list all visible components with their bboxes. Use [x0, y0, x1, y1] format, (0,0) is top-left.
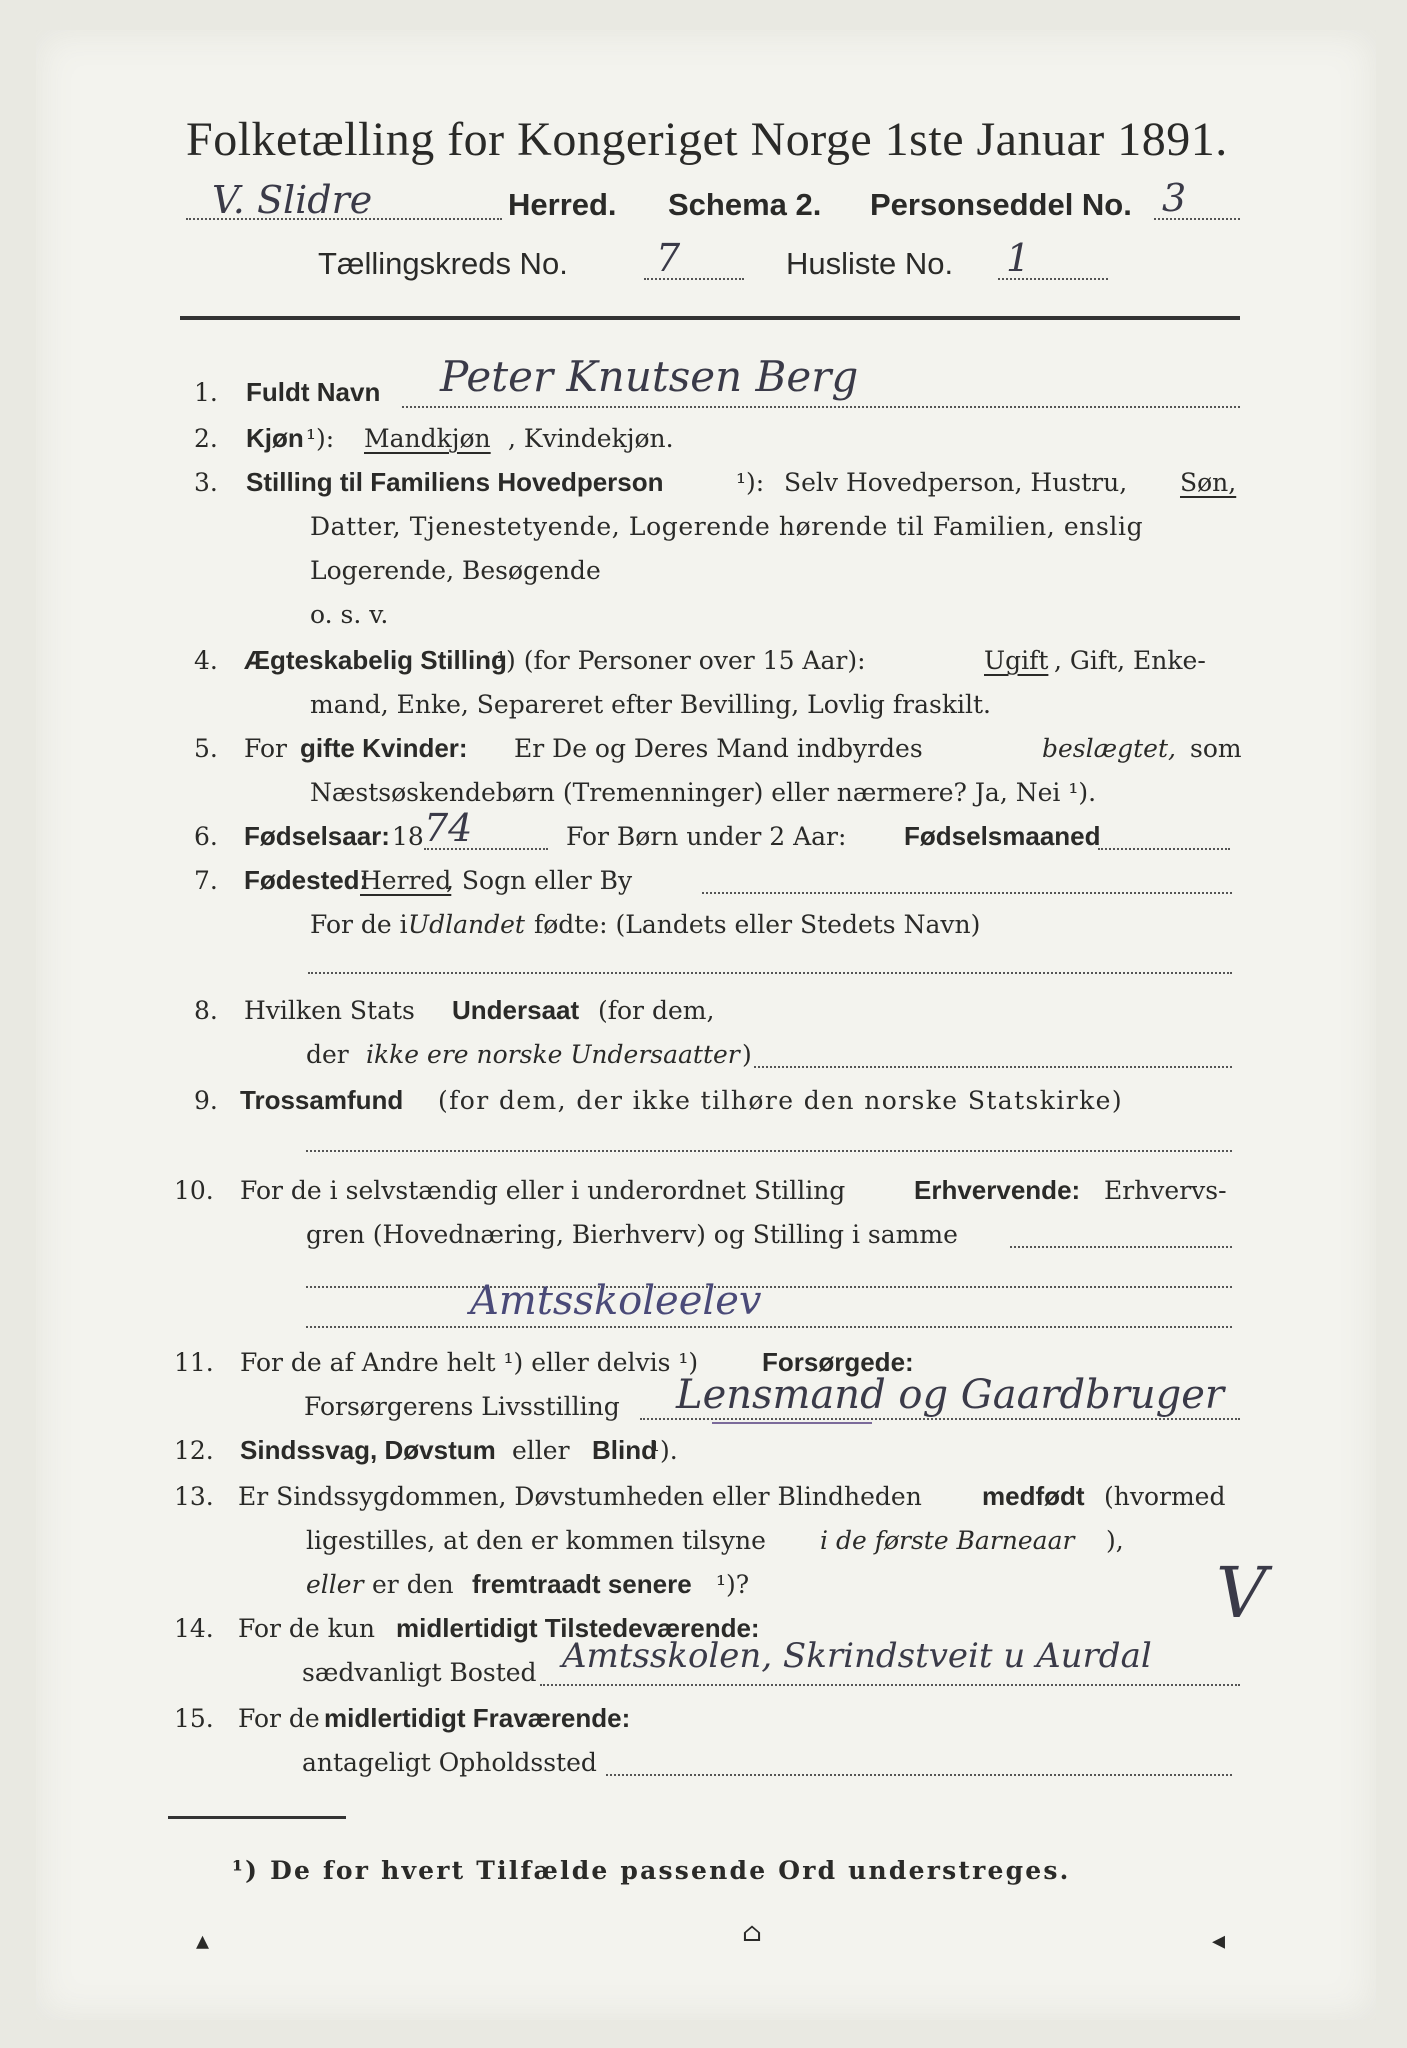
husliste-label: Husliste No. — [786, 246, 954, 281]
q11-label: Forsørgede: — [762, 1347, 914, 1377]
q10-dotted-line-1 — [1010, 1246, 1232, 1248]
q1-number: 1. — [194, 378, 218, 407]
corner-mark-left: ▴ — [196, 1926, 210, 1956]
q6-month-dotted-line — [1098, 848, 1230, 850]
q15-pre: For de — [238, 1704, 320, 1733]
q5-number: 5. — [194, 734, 218, 763]
q14-number: 14. — [174, 1614, 214, 1643]
q8-line2b: ikke ere norske Undersaatter — [366, 1040, 740, 1069]
q2-sup: ¹): — [306, 424, 335, 453]
q11-pre: For de af Andre helt ¹) eller delvis ¹) — [240, 1348, 699, 1377]
corner-mark-right: ◂ — [1212, 1926, 1226, 1956]
q12-mid: eller — [512, 1436, 570, 1465]
q11-dotted-line — [640, 1418, 1240, 1420]
personseddel-dotted-line — [1154, 218, 1240, 220]
q15-dotted-line — [606, 1774, 1232, 1776]
q14-dotted-line — [540, 1684, 1240, 1686]
q5-line2: Næstsøskendebørn (Tremenninger) eller nærmere? Ja, Nei ¹). — [310, 778, 1097, 807]
census-form — [36, 30, 1376, 2020]
q12-number: 12. — [174, 1436, 214, 1465]
q7-line2a: For de i — [310, 910, 408, 939]
q10-dotted-line-2 — [306, 1286, 1232, 1288]
q10-value: Amtsskoleelev — [470, 1278, 762, 1324]
q14-line2: sædvanligt Bosted — [302, 1658, 537, 1687]
q13-rest: (hvormed — [1104, 1482, 1226, 1511]
q13-number: 13. — [174, 1482, 214, 1511]
q8-label: Undersaat — [452, 995, 580, 1025]
q9-number: 9. — [194, 1086, 218, 1115]
q10-line2: gren (Hovednæring, Bierhverv) og Stilling i samme — [306, 1220, 958, 1249]
q5-som: som — [1190, 734, 1242, 763]
q6-prefix: 18 — [392, 822, 424, 851]
q13-line3b: er den — [372, 1570, 454, 1599]
corner-mark-center: ⌂ — [742, 1918, 762, 1948]
q12-underline — [712, 1422, 872, 1424]
footnote-divider — [168, 1816, 346, 1819]
q6-number: 6. — [194, 822, 218, 851]
q3-sup: ¹): — [736, 468, 765, 497]
q6-label2: For Børn under 2 Aar: — [566, 822, 847, 851]
q9-rest: (for dem, der ikke tilhøre den norske Statskirke) — [438, 1086, 1123, 1115]
personseddel-label: Personseddel No. — [870, 187, 1132, 222]
q5-italic: beslægtet, — [1042, 734, 1176, 763]
taellingskreds-value: 7 — [656, 236, 681, 280]
q2-label: Kjøn — [246, 423, 304, 453]
q3-line1: Selv Hovedperson, Hustru, — [784, 468, 1128, 497]
q7-foreign-dotted-line — [308, 972, 1232, 974]
q12-label: Sindssvag, Døvstum — [240, 1435, 496, 1465]
q7-line2c: fødte: (Landets eller Stedets Navn) — [534, 910, 981, 939]
q14-pre: For de kun — [238, 1614, 376, 1643]
q15-line2: antageligt Opholdssted — [302, 1748, 597, 1777]
q13-line1: Er Sindssygdommen, Døvstumheden eller Blindheden — [238, 1482, 922, 1511]
q10-number: 10. — [174, 1176, 214, 1205]
q13-label: medfødt — [982, 1481, 1085, 1511]
q11-value: Lensmand og Gaardbruger — [676, 1372, 1225, 1418]
q1-label: Fuldt Navn — [246, 377, 381, 407]
q1-dotted-line — [402, 406, 1240, 408]
header-divider — [180, 316, 1240, 320]
q13-checkmark: V — [1216, 1552, 1267, 1634]
q13-line3a: eller — [306, 1570, 364, 1599]
q15-label: midlertidigt Fraværende: — [324, 1703, 631, 1733]
q10-pre: For de i selvstændig eller i underordnet Stilling — [240, 1176, 846, 1205]
q5-line1: Er De og Deres Mand indbyrdes — [514, 734, 923, 763]
q7-number: 7. — [194, 866, 218, 895]
q4-option-ugift: Ugift — [984, 646, 1049, 675]
husliste-value: 1 — [1006, 236, 1031, 280]
q8-line2a: der — [306, 1040, 349, 1069]
q13-line3c: fremtraadt senere — [472, 1569, 692, 1599]
q3-number: 3. — [194, 468, 218, 497]
q3-label: Stilling til Familiens Hovedperson — [246, 467, 664, 497]
q2-option-kvindekjon: , Kvindekjøn. — [508, 424, 674, 453]
herred-dotted-line — [186, 218, 502, 220]
q6-value: 74 — [424, 806, 473, 850]
q13-line3d: ¹)? — [716, 1570, 750, 1599]
q6-dotted-line — [424, 848, 548, 850]
q15-number: 15. — [174, 1704, 214, 1733]
q4-line2: mand, Enke, Separeret efter Bevilling, Lovlig fraskilt. — [310, 690, 991, 719]
q12-label2: Blind — [592, 1435, 657, 1465]
q6-label3: Fødselsmaaned — [904, 821, 1101, 851]
husliste-dotted-line — [998, 278, 1108, 280]
herred-label: Herred. — [508, 187, 617, 222]
q7-label: Fødested: — [244, 865, 369, 895]
q14-value: Amtsskolen, Skrindstveit u Aurdal — [562, 1636, 1152, 1676]
q14-label: midlertidigt Tilstedeværende: — [396, 1613, 760, 1643]
personseddel-value: 3 — [1162, 176, 1187, 220]
q6-label: Fødselsaar: — [244, 821, 390, 851]
q13-line2b: i de første Barneaar — [820, 1526, 1075, 1555]
q3-line3: Logerende, Besøgende — [310, 556, 601, 585]
schema-label: Schema 2. — [668, 187, 822, 222]
herred-value: V. Slidre — [212, 178, 373, 222]
q5-pre: For — [244, 734, 287, 763]
q10-dotted-line-3 — [306, 1326, 1232, 1328]
q11-number: 11. — [174, 1348, 214, 1377]
q4-label: Ægteskabelig Stilling — [244, 645, 507, 675]
q8-pre: Hvilken Stats — [244, 996, 415, 1025]
taellingskreds-dotted-line — [644, 278, 744, 280]
q4-number: 4. — [194, 646, 218, 675]
q10-rest: Erhvervs- — [1104, 1176, 1227, 1205]
q10-label: Erhvervende: — [914, 1175, 1081, 1205]
q8-rest: (for dem, — [598, 996, 715, 1025]
q4-line1b: , Gift, Enke- — [1054, 646, 1206, 675]
q2-number: 2. — [194, 424, 218, 453]
q8-line2c: ) — [742, 1040, 752, 1069]
q13-line2a: ligestilles, at den er kommen tilsyne — [306, 1526, 766, 1555]
q3-line4: o. s. v. — [310, 600, 389, 629]
q13-line2c: ), — [1106, 1526, 1124, 1555]
q3-line2: Datter, Tjenestetyende, Logerende hørende til Familien, enslig — [310, 512, 1144, 541]
q7-rest: , Sogn eller By — [446, 866, 633, 895]
q5-label: gifte Kvinder: — [300, 733, 468, 763]
form-title: Folketælling for Kongeriget Norge 1ste Januar 1891. — [186, 113, 1228, 166]
q3-option-son: Søn, — [1180, 468, 1237, 497]
q7-option-herred: Herred — [360, 866, 452, 895]
q11-line2: Forsørgerens Livsstilling — [304, 1392, 620, 1421]
q8-number: 8. — [194, 996, 218, 1025]
q12-rest: ¹). — [650, 1436, 678, 1465]
q7-dotted-line — [702, 892, 1232, 894]
q1-value: Peter Knutsen Berg — [440, 352, 859, 401]
footnote: ¹) De for hvert Tilfælde passende Ord understreges. — [232, 1856, 1071, 1885]
q2-option-mandkjon: Mandkjøn — [364, 424, 491, 453]
q9-label: Trossamfund — [240, 1085, 404, 1115]
q4-line1: ¹) (for Personer over 15 Aar): — [496, 646, 866, 675]
taellingskreds-label: Tællingskreds No. — [318, 246, 568, 281]
q8-dotted-line — [754, 1066, 1232, 1068]
q7-line2b: Udlandet — [408, 910, 525, 939]
q9-dotted-line — [306, 1150, 1232, 1152]
